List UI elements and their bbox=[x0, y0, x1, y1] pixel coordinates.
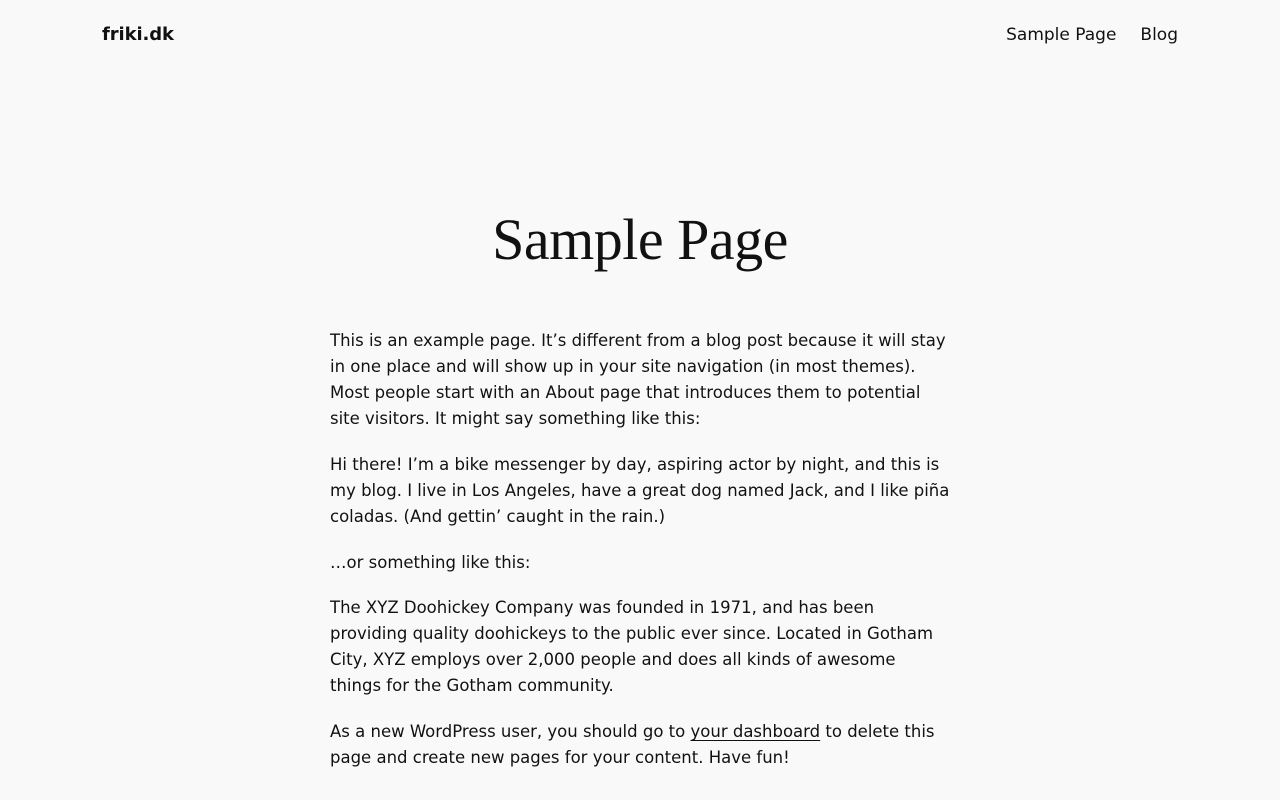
main-navigation bbox=[1006, 23, 1178, 47]
site-title-link[interactable]: friki.dk bbox=[102, 24, 174, 45]
page-title: Sample Page bbox=[492, 207, 788, 272]
paragraph-intro: This is an example page. It’s different from a blog post because it will stay in one place and will show up in your site navigation (in most themes). Most people start with an About page that introduces them to potential site visitors. It might say something like this: bbox=[330, 331, 946, 428]
nav-item-sample-page[interactable]: Sample Page bbox=[1006, 25, 1117, 45]
paragraph-dashboard-instructions bbox=[330, 719, 950, 771]
dashboard-link[interactable]: your dashboard bbox=[690, 722, 821, 741]
nav-item-blog[interactable]: Blog bbox=[1140, 25, 1178, 45]
page-content bbox=[330, 328, 950, 791]
site-header bbox=[0, 0, 1280, 70]
paragraph-example-company: The XYZ Doohickey Company was founded in 1971, and has been providing quality doohickeys to the public ever since. Located in Gotham City, XYZ employs over 2,000 people and does all kinds of awesome things for the Gotham community. bbox=[330, 598, 934, 695]
dashboard-text-before: As a new WordPress user, you should go to bbox=[330, 722, 691, 741]
paragraph-example-bike-messenger: Hi there! I’m a bike messenger by day, aspiring actor by night, and this is my blog. I live in Los Angeles, have a great dog named Jack, and I like piña coladas. (And gettin’ caught in the rain.) bbox=[330, 455, 950, 526]
dashboard-text-after: to delete this page and create new pages for your content. Have fun! bbox=[330, 722, 935, 767]
paragraph-or-something: …or something like this: bbox=[330, 553, 531, 572]
